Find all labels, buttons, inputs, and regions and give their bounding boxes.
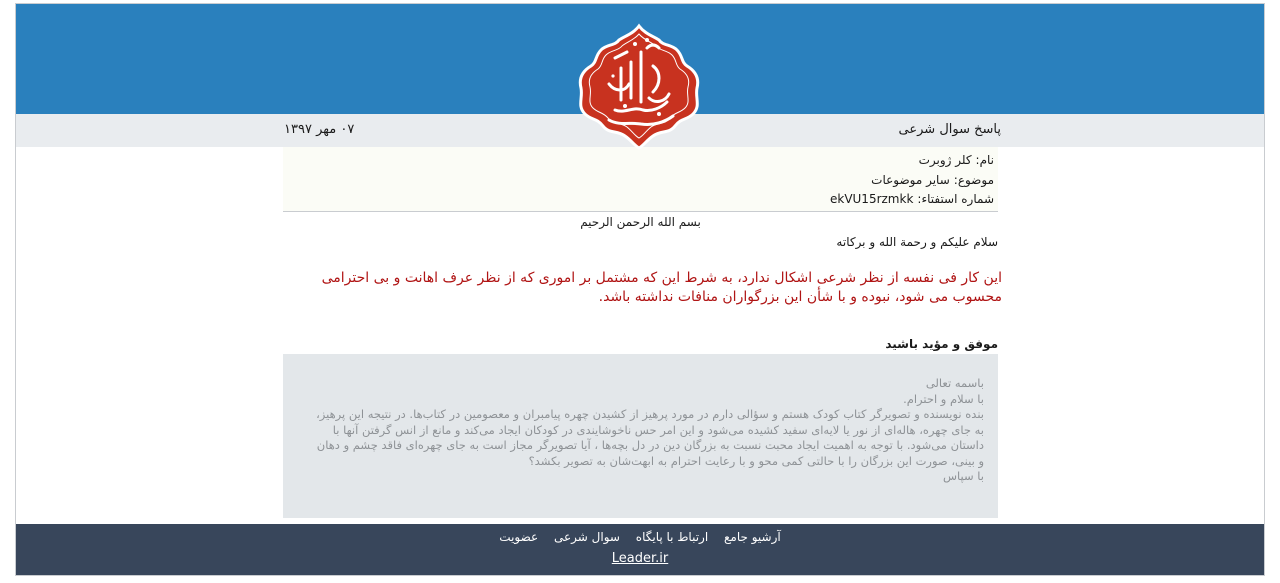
footer-link-archive[interactable]: آرشیو جامع — [724, 530, 781, 544]
page-title: پاسخ سوال شرعی — [898, 122, 1001, 137]
question-line: باسمه تعالی — [925, 376, 984, 390]
date-label: ۰۷ مهر ۱۳۹۷ — [284, 122, 355, 137]
sayyid-ali-logo-icon[interactable] — [569, 22, 709, 150]
site-link[interactable]: Leader.ir — [611, 551, 669, 566]
meta-ref-row — [830, 192, 994, 206]
meta-subject-row — [871, 173, 994, 187]
question-line: با سلام و احترام. — [903, 391, 984, 406]
question-box — [283, 354, 998, 518]
page-frame — [15, 3, 1265, 576]
question-line: با سپاس — [942, 469, 984, 483]
name-label: نام: — [975, 153, 994, 167]
question-body: بنده نویسنده و تصویرگر کتاب کودک هستم و سؤالی دارم در مورد پرهیز از کشیدن چهره پیامبران و معصومین در کتاب‌ها. در نتیجه این پرهیز، به جای چهره، هاله‌ای از نور یا لایه‌ای سفید کشیده می‌شود و این امر حس ناخوشایندی در کودکان ایجاد می‌کند و مانع از انس گرفتن آنها با داستان می‌شود. با توجه به اهمیت ایجاد محبت نسبت به بزرگان دین در دل بچه‌ها ، آیا تصویرگر مجاز است به جای چهره‌ای فاقد چشم و دهان و بینی، صورت این بزرگان را با حالتی کمی محو و با رعایت احترام به ابهت‌شان به تصویر بکشد؟ — [316, 407, 984, 468]
footer-link-question[interactable]: سوال شرعی — [554, 530, 620, 544]
footer-link-contact[interactable]: ارتباط با پایگاه — [635, 530, 709, 544]
subject-label: موضوع: — [953, 173, 994, 187]
ref-value: ekVU15rzmkk — [829, 192, 914, 206]
subject-value: سایر موضوعات — [871, 173, 950, 187]
greeting: سلام علیکم و رحمة الله و برکاته — [836, 235, 998, 249]
answer-text: این کار فی نفسه از نظر شرعی اشکال ندارد، به شرط این که مشتمل بر اموری که از نظر عرف اهانت و بی احترامی محسوب می شود، نبوده و با شأن این بزرگواران منافات نداشته باشد. — [321, 270, 1002, 305]
signoff: موفق و مؤید باشید — [885, 337, 998, 351]
meta-name-row — [919, 153, 994, 167]
question-meta — [283, 147, 998, 212]
ref-label: شماره استفتاء: — [917, 192, 994, 206]
footer-link-membership[interactable]: عضویت — [499, 530, 539, 544]
bismillah: بسم الله الرحمن الرحیم — [580, 215, 701, 229]
footer — [16, 524, 1264, 575]
footer-links — [16, 530, 1264, 544]
name-value: کلر ژوبرت — [918, 153, 972, 167]
